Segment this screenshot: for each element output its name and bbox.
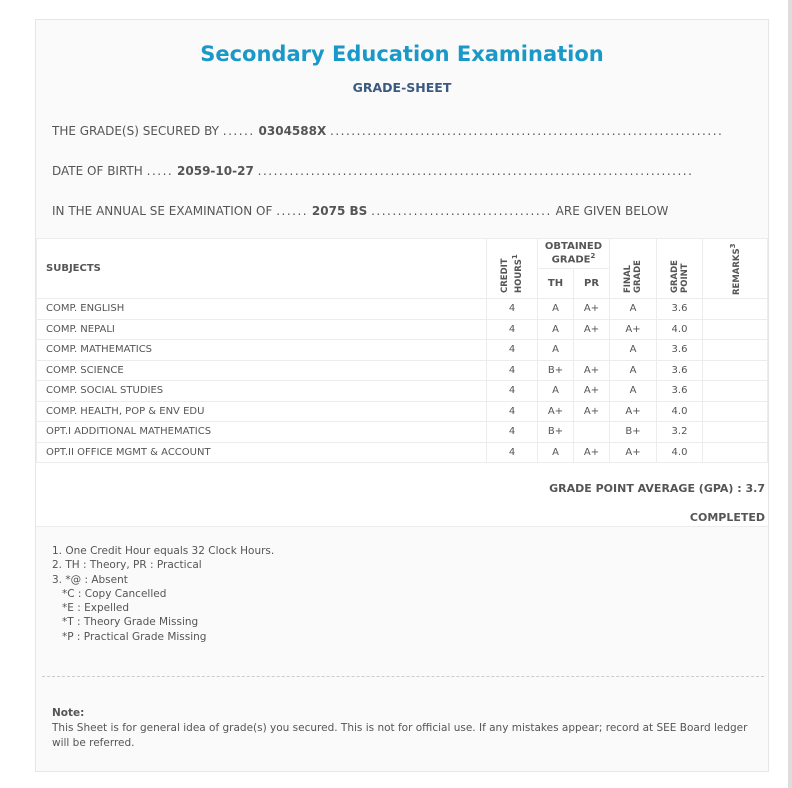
- gpa-value: GRADE POINT AVERAGE (GPA) : 3.7: [549, 482, 765, 495]
- cell-pr: A+: [574, 381, 610, 402]
- col-obtained-grade: OBTAINED GRADE$^2$: [538, 239, 610, 269]
- cell-pr: A+: [574, 442, 610, 463]
- cell-gp: 3.6: [657, 299, 703, 320]
- exam-year: 2075 BS: [311, 204, 368, 218]
- divider: [36, 526, 768, 527]
- result-status: COMPLETED: [689, 511, 765, 524]
- cell-final: A+: [610, 319, 657, 340]
- cell-pr: A+: [574, 360, 610, 381]
- cell-gp: 4.0: [657, 442, 703, 463]
- secured-label: THE GRADE(S) SECURED BY: [52, 124, 219, 138]
- footnote: 3. *@ : Absent: [52, 573, 128, 586]
- cell-credit: 4: [487, 401, 538, 422]
- cell-credit: 4: [487, 360, 538, 381]
- cell-gp: 3.6: [657, 360, 703, 381]
- exam-label: IN THE ANNUAL SE EXAMINATION OF: [52, 204, 273, 218]
- cell-subject: OPT.I ADDITIONAL MATHEMATICS: [37, 422, 487, 443]
- grade-sheet-card: [35, 19, 769, 772]
- cell-th: A: [538, 340, 574, 361]
- col-th: TH: [538, 269, 574, 299]
- dashed-divider: [42, 676, 764, 677]
- cell-credit: 4: [487, 381, 538, 402]
- page-title: Secondary Education Examination: [200, 42, 604, 66]
- table-row: [37, 340, 768, 361]
- cell-gp: 3.2: [657, 422, 703, 443]
- cell-remarks: [703, 401, 768, 422]
- col-final-grade: FINAL GRADE: [610, 239, 657, 299]
- cell-th: A+: [538, 401, 574, 422]
- cell-th: A: [538, 319, 574, 340]
- scrollbar[interactable]: [788, 0, 792, 788]
- cell-gp: 4.0: [657, 319, 703, 340]
- cell-subject: OPT.II OFFICE MGMT & ACCOUNT: [37, 442, 487, 463]
- col-pr: PR: [574, 269, 610, 299]
- cell-final: A+: [610, 401, 657, 422]
- cell-subject: COMP. MATHEMATICS: [37, 340, 487, 361]
- cell-pr: A+: [574, 319, 610, 340]
- cell-subject: COMP. NEPALI: [37, 319, 487, 340]
- cell-remarks: [703, 299, 768, 320]
- cell-subject: COMP. SCIENCE: [37, 360, 487, 381]
- symbol-number: 0304588X: [258, 124, 327, 138]
- cell-final: B+: [610, 422, 657, 443]
- cell-remarks: [703, 340, 768, 361]
- note: [52, 706, 752, 751]
- table-row: [37, 299, 768, 320]
- cell-th: A: [538, 442, 574, 463]
- table-row: [37, 381, 768, 402]
- col-subjects: SUBJECTS: [37, 239, 487, 299]
- footnote: 2. TH : Theory, PR : Practical: [52, 559, 202, 572]
- cell-subject: COMP. HEALTH, POP & ENV EDU: [37, 401, 487, 422]
- cell-credit: 4: [487, 319, 538, 340]
- footnote: *C : Copy Cancelled: [62, 587, 167, 600]
- col-remarks: REMARKS$^3$: [703, 239, 768, 299]
- cell-pr: [574, 340, 610, 361]
- cell-credit: 4: [487, 299, 538, 320]
- cell-credit: 4: [487, 340, 538, 361]
- col-grade-point: GRADE POINT: [657, 239, 703, 299]
- note-label: Note:: [52, 707, 85, 719]
- dob-value: 2059-10-27: [177, 164, 254, 178]
- cell-pr: [574, 422, 610, 443]
- exam-line: IN THE ANNUAL SE EXAMINATION OF ...... 2075 BS .................................. ARE GIVEN BELOW: [52, 204, 669, 218]
- cell-subject: COMP. ENGLISH: [37, 299, 487, 320]
- col-credit-hours: CREDIT HOURS$^1$: [487, 239, 538, 299]
- cell-remarks: [703, 360, 768, 381]
- footnote: *E : Expelled: [62, 602, 130, 615]
- cell-remarks: [703, 381, 768, 402]
- dob-line: DATE OF BIRTH ..... 2059-10-27 ..................................................................................: [52, 164, 694, 178]
- page-subtitle: GRADE-SHEET: [352, 80, 452, 95]
- cell-pr: A+: [574, 299, 610, 320]
- footnote: *T : Theory Grade Missing: [62, 616, 199, 629]
- cell-credit: 4: [487, 422, 538, 443]
- cell-th: B+: [538, 360, 574, 381]
- footnote: *P : Practical Grade Missing: [62, 630, 207, 643]
- cell-th: A: [538, 381, 574, 402]
- cell-final: A+: [610, 442, 657, 463]
- cell-gp: 4.0: [657, 401, 703, 422]
- cell-final: A: [610, 360, 657, 381]
- cell-gp: 3.6: [657, 381, 703, 402]
- note-text: This Sheet is for general idea of grade(s) you secured. This is not for official use. If any mistakes appear; record at SEE Board ledger will be referred.: [52, 722, 748, 749]
- footnote: 1. One Credit Hour equals 32 Clock Hours.: [52, 545, 275, 557]
- table-row: [37, 401, 768, 422]
- exam-suffix: ARE GIVEN BELOW: [555, 204, 669, 218]
- cell-credit: 4: [487, 442, 538, 463]
- secured-by-line: THE GRADE(S) SECURED BY ...... 0304588X ..........................................................................: [52, 124, 724, 138]
- table-row: [37, 422, 768, 443]
- table-row: [37, 319, 768, 340]
- table-row: [37, 360, 768, 381]
- grades-table: [36, 238, 768, 463]
- table-row: [37, 442, 768, 463]
- cell-final: A: [610, 299, 657, 320]
- cell-th: A: [538, 299, 574, 320]
- cell-remarks: [703, 422, 768, 443]
- cell-subject: COMP. SOCIAL STUDIES: [37, 381, 487, 402]
- cell-remarks: [703, 442, 768, 463]
- cell-final: A: [610, 381, 657, 402]
- footnotes: [52, 544, 274, 644]
- cell-remarks: [703, 319, 768, 340]
- cell-final: A: [610, 340, 657, 361]
- dob-label: DATE OF BIRTH: [52, 164, 143, 178]
- cell-th: B+: [538, 422, 574, 443]
- cell-gp: 3.6: [657, 340, 703, 361]
- cell-pr: A+: [574, 401, 610, 422]
